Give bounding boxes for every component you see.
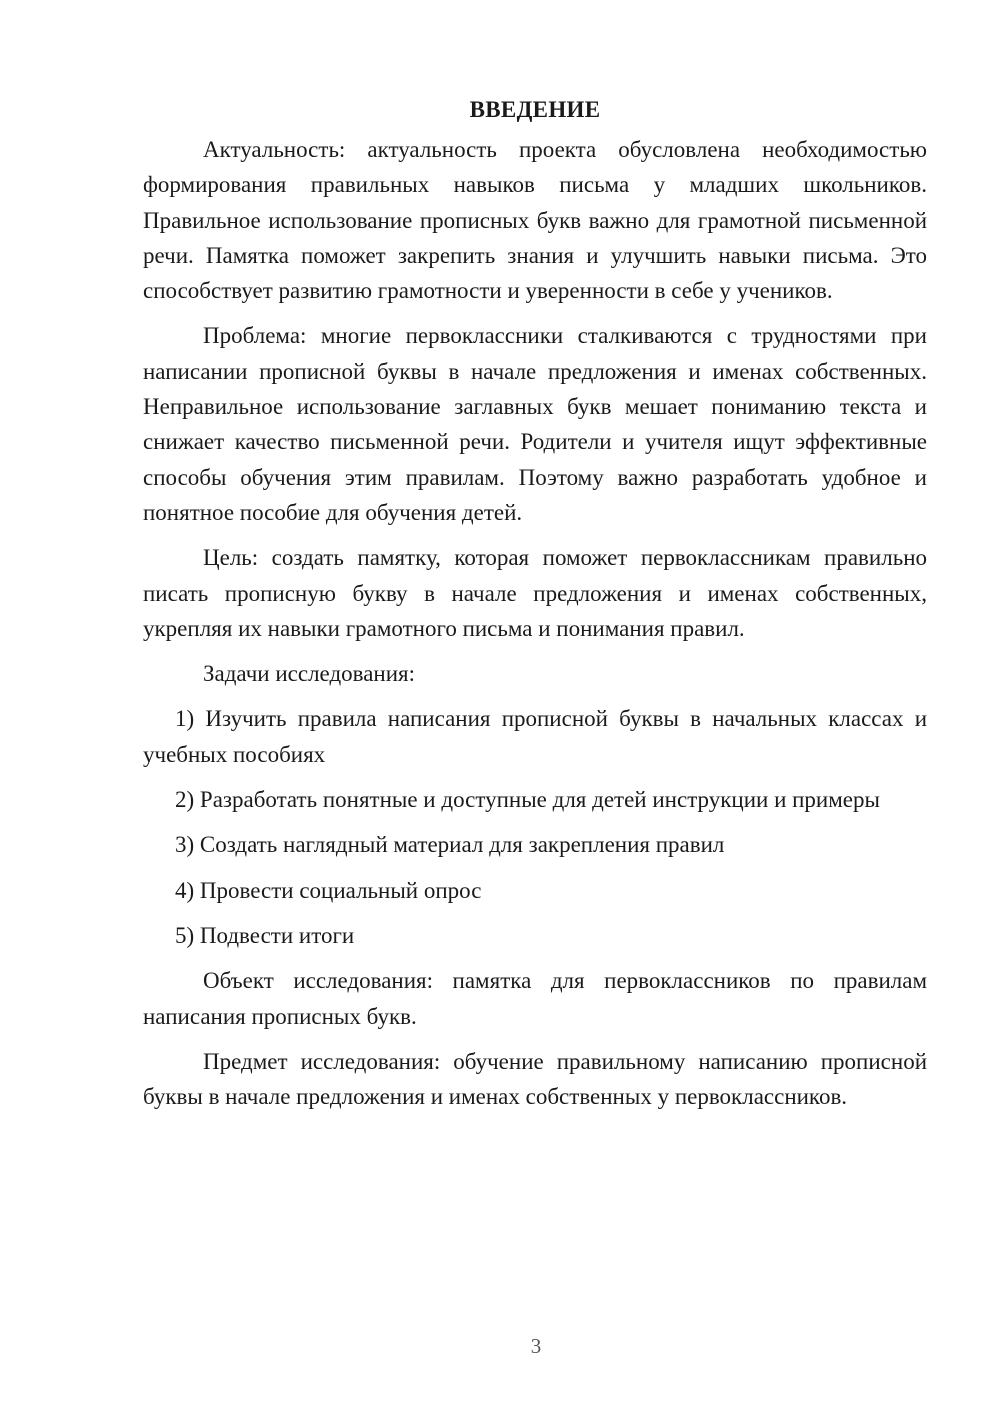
task-item: 5) Подвести итоги [175, 922, 355, 948]
subject-paragraph: Предмет исследования: обучение правильному написанию прописной буквы в начале предложения и именах собственных у первоклассников. [143, 1048, 927, 1110]
task-item: 1) Изучить правила написания прописной буквы в начальных классах и учебных пособиях [143, 706, 927, 767]
tasks-list [143, 701, 927, 953]
page-number: 3 [530, 1334, 542, 1358]
tasks-heading: Задачи исследования: [203, 661, 416, 687]
task-item: 3) Создать наглядный материал для закрепления правил [175, 832, 725, 858]
task-item: 2) Разработать понятные и доступные для детей инструкции и примеры [175, 787, 880, 813]
task-item: 4) Провести социальный опрос [175, 877, 482, 903]
object-paragraph: Объект исследования: памятка для первоклассников по правилам написания прописных букв. [143, 968, 927, 1029]
relevance-paragraph: Актуальность: актуальность проекта обусловлена необходимостью формирования правильных навыков письма у младших школьников. Правильное использование прописных букв важно для грамотной письменной речи. Памятка поможет закрепить знания и улучшить навыки письма. Это способствует развитию грамотности и уверенности в себе у учеников. [143, 137, 927, 304]
document-body [143, 92, 927, 1124]
goal-paragraph: Цель: создать памятку, которая поможет первоклассникам правильно писать прописную букву в начале предложения и именах собственных, укрепляя их навыки грамотного письма и понимания правил. [143, 545, 927, 641]
problem-paragraph: Проблема: многие первоклассники сталкиваются с трудностями при написании прописной буквы в начале предложения и именах собственных. Неправильное использование заглавных букв мешает пониманию текста и снижает качество письменной речи. Родители и учителя ищут эффективные способы обучения этим правилам. Поэтому важно разработать удобное и понятное пособие для обучения детей. [143, 323, 927, 525]
page-title: ВВЕДЕНИЕ [469, 97, 601, 122]
